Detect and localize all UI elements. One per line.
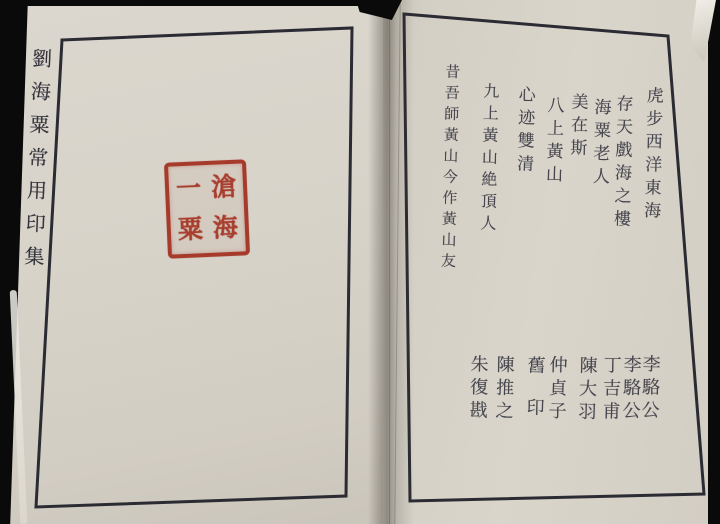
seal-character: 滄 [210,173,237,202]
seal-carver-column: 陳大羽 [576,355,598,426]
gutter-crease [389,0,390,524]
seal-legend-column: 海粟老人 [589,97,611,191]
right-page [383,0,708,524]
seal-character: 粟 [177,216,204,245]
seal-legend-column: 昔吾師黃山今作黃山友 [438,63,460,274]
seal-carver-column: 舊印 [523,355,546,440]
seal-carver-column: 李駱公 [639,354,661,424]
seal-carver-column: 仲貞子 [546,354,568,425]
seal-carver-column: 朱復戡 [467,354,489,424]
spine-title: 劉海粟常用印集 [20,47,51,280]
seal-carver-column: 李駱公 [620,354,642,425]
seal-character: 一 [175,175,202,204]
left-page [6,6,383,524]
seal-stamp [164,159,250,258]
seal-legend-column: 九上黃山絶頂人 [477,82,499,237]
seal-character: 海 [212,214,239,243]
seal-column-right [210,167,239,250]
seal-legend-column: 存天戲海之樓 [610,94,633,233]
seal-column-left [175,168,204,251]
seal-legend-column: 八上黃山 [542,95,564,189]
seal-legend-column: 美在斯 [567,92,588,162]
seal-carver-column: 陳推之 [493,354,515,425]
seal-carver-column: 丁吉甫 [600,355,622,425]
seal-legend-column: 心迹雙清 [513,85,535,178]
seal-legend-column: 虎步西洋東海 [640,86,663,225]
